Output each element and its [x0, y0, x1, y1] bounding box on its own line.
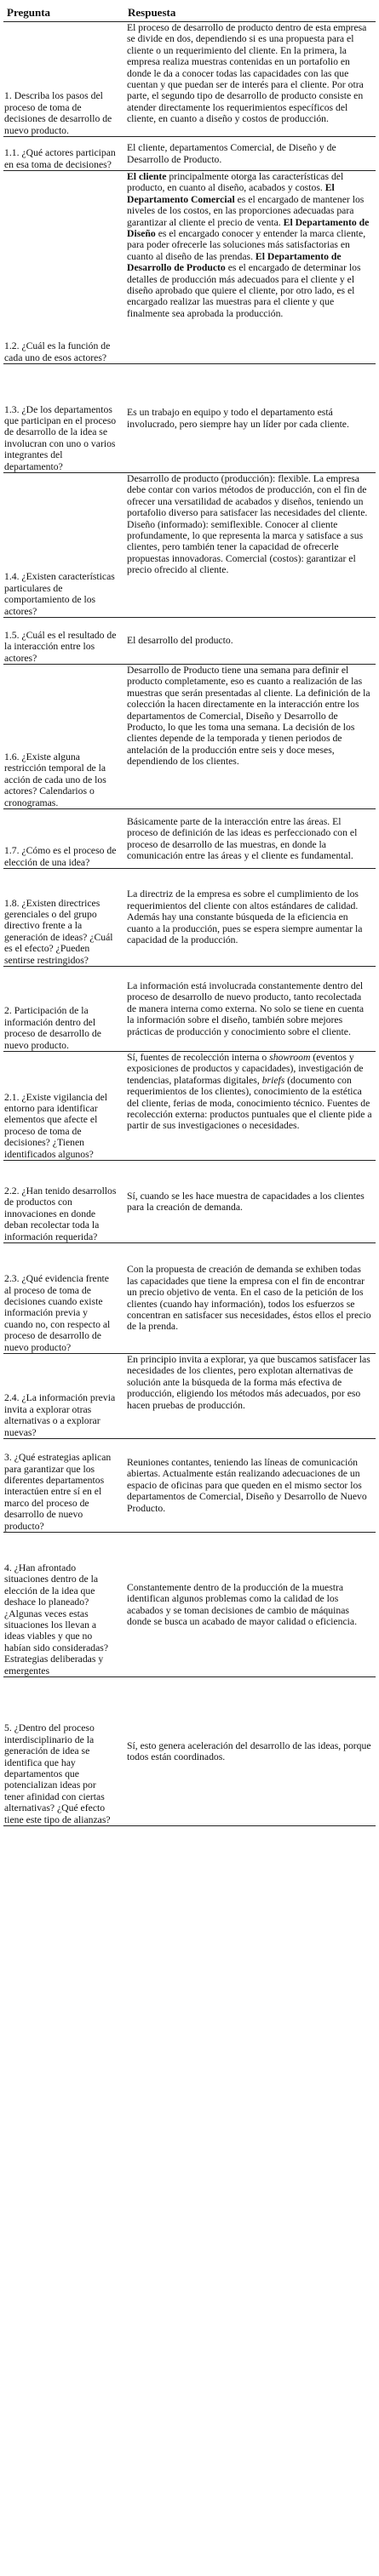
question-cell: 1.4. ¿Existen características particulares de comportamiento de los actores? [3, 473, 124, 618]
question-cell: 1.2. ¿Cuál es la función de cada uno de esos actores? [3, 171, 124, 364]
table-row [3, 137, 376, 171]
question-cell: 1. Describa los pasos del proceso de toma de decisiones de desarrollo de nuevo producto. [3, 22, 124, 137]
answer-cell: Básicamente parte de la interacción entre las áreas. El proceso de definición de las ideas es perfeccionado con el proceso de desarrollo de las muestras, en donde la comunicación entre las áreas y el cliente es fundamental. [124, 809, 376, 869]
answer-cell: Sí, esto genera aceleración del desarrollo de las ideas, porque todos están coordinados. [124, 1677, 376, 1826]
table-row [3, 1677, 376, 1826]
actor-name: El Departamento de Desarrollo de Producto [127, 250, 342, 274]
table-row [3, 618, 376, 665]
answer-cell: En principio invita a explorar, ya que buscamos satisfacer las necesidades de los clientes, pero explotan alternativas de solución ante la búsqueda de la forma más efectiva de producción, eligiendo los métodos más adecuados, por eso hacen pruebas de producción. [124, 1354, 376, 1439]
answer-cell: Desarrollo de Producto tiene una semana para definir el producto completamente, eso es cuanto a realización de las muestras que serán presentadas al cliente. La definición de la colección la hacen directamente en la interacción entre los departamentos de Comercial, Diseño y Desarrollo de Producto, lo que les toma una semana. La decisión de los clientes depende de la temporada y tienen periodos de antelación de la producción entre seis y doce meses, dependiendo de los clientes. [124, 665, 376, 809]
question-cell: 1.1. ¿Qué actores participan en esa toma de decisiones? [3, 137, 124, 171]
table-row [3, 1052, 376, 1161]
answer-text: (eventos y exposiciones de productos y capacidades), investigación de tendencias, plataformas digitales, [127, 1052, 364, 1086]
question-cell: 4. ¿Han afrontado situaciones dentro de la elección de la idea que deshace lo planeado? ¿Algunas veces estas situaciones los llevan a ideas viables y que no habían sido consideradas? Estrategias deliberadas y emergentes [3, 1533, 124, 1677]
table-row [3, 22, 376, 137]
answer-text: (documento con requerimientos de los clientes), conocimiento de la estética del cliente, ferias de moda, conocimiento técnico. Fuentes de recolección externa: productos puntuales que el cliente pide a partir de sus investigaciones o necesidades. [127, 1074, 372, 1132]
question-cell: 1.6. ¿Existe alguna restricción temporal de la acción de cada uno de los actores? Calendarios o cronogramas. [3, 665, 124, 809]
table-row [3, 171, 376, 364]
actor-description: es el encargado conocer y entender la marca cliente, para poder ofrecerle las soluciones más satisfactorias en cuanto al diseño de las prendas. [127, 228, 366, 262]
interview-table [3, 3, 376, 1826]
question-cell: 2. Participación de la información dentro del proceso de desarrollo de nuevo producto. [3, 967, 124, 1052]
table-row [3, 1354, 376, 1439]
answer-cell [124, 171, 376, 364]
table-row [3, 1439, 376, 1533]
header-answer: Respuesta [124, 3, 376, 22]
table-row [3, 1533, 376, 1677]
answer-cell: Es un trabajo en equipo y todo el departamento está involucrado, pero siempre hay un líder por cada cliente. [124, 364, 376, 473]
answer-cell: La información está involucrada constantemente dentro del proceso de desarrollo de nuevo producto, tanto recolectada de manera interna como externa. No solo se tiene en cuenta la información sobre el diseño, también sobre mejores prácticas de producción y conocimiento sobre el cliente. [124, 967, 376, 1052]
table-row [3, 665, 376, 809]
actor-description: es el encargado de mantener los niveles de los costos, en las proporciones adecuadas para garantizar al cliente el precio de venta. [127, 193, 365, 228]
answer-cell: Reuniones contantes, teniendo las líneas de comunicación abiertas. Actualmente están realizando adecuaciones de un espacio de oficinas para que queden en el mismo sector los departamentos de Comercial, Diseño y Desarrollo de Nuevo Producto. [124, 1439, 376, 1533]
question-cell: 2.3. ¿Qué evidencia frente al proceso de toma de decisiones cuando existe información previa y cuando no, con respecto al proceso de desarrollo de nuevo producto? [3, 1243, 124, 1354]
answer-cell: El proceso de desarrollo de producto dentro de esta empresa se divide en dos, dependiendo si es una propuesta para el cliente o un requerimiento del cliente. En la primera, la empresa realiza muestras contenidas en un portafolio en donde le da a conocer todas las capacidades con las que cuentan y que puedan ser de interés para el cliente. Por otra parte, el segundo tipo de desarrollo de producto consiste en atender directamente los requerimientos específicos del cliente, en cuanto a diseño y costos de producción. [124, 22, 376, 137]
table-row [3, 473, 376, 618]
answer-cell: La directriz de la empresa es sobre el cumplimiento de los requerimientos del cliente con altos estándares de calidad. Además hay una constante búsqueda de la eficiencia en cuanto a la producción, pues se espera siempre aumentar la capacidad de la producción. [124, 869, 376, 967]
actor-description: es el encargado de determinar los detalles de producción más adecuados para el cliente y el diseño aprobado que quiere el cliente, por otro lado, es el encargado realizar las muestras para el cliente y que finalmente sea aprobada la producción. [127, 262, 361, 319]
table-header-row [3, 3, 376, 22]
term-briefs: briefs [261, 1074, 285, 1086]
actor-name: El cliente [127, 171, 167, 182]
term-showroom: showroom [269, 1052, 311, 1063]
answer-cell: Sí, cuando se les hace muestra de capacidades a los clientes para la creación de demanda. [124, 1161, 376, 1243]
header-question: Pregunta [3, 3, 124, 22]
actor-name: El Departamento de Diseño [127, 216, 370, 240]
question-cell: 1.8. ¿Existen directrices gerenciales o del grupo directivo frente a la generación de ideas? ¿Cuál es el efecto? ¿Pueden sentirse restringidos? [3, 869, 124, 967]
answer-cell: Con la propuesta de creación de demanda se exhiben todas las capacidades que tiene la empresa con el fin de encontrar un precio objetivo de venta. En el caso de la petición de los clientes (cuando hay información), todos los esfuerzos se concentran en satisfacer sus necesidades, éstos ellos el precio de la prenda. [124, 1243, 376, 1354]
table-row [3, 364, 376, 473]
table-row [3, 1243, 376, 1354]
answer-text: Sí, fuentes de recolección interna o [127, 1052, 270, 1063]
actor-name: El Departamento Comercial [127, 182, 335, 205]
question-cell: 2.4. ¿La información previa invita a explorar otras alternativas o a explorar nuevas? [3, 1354, 124, 1439]
question-cell: 5. ¿Dentro del proceso interdisciplinario de la generación de idea se identifica que hay departamentos que potencializan ideas por tener afinidad con ciertas alternativas? ¿Qué efecto tiene este tipo de alianzas? [3, 1677, 124, 1826]
question-cell: 1.7. ¿Cómo es el proceso de elección de una idea? [3, 809, 124, 869]
answer-cell: Constantemente dentro de la producción de la muestra identifican algunos problemas como la calidad de los acabados y se toman decisiones de cambio de máquinas donde se busca un acabado de mayor calidad o eficiencia. [124, 1533, 376, 1677]
question-cell: 1.3. ¿De los departamentos que participan en el proceso de desarrollo de la idea se involucran con uno o varios integrantes del departamento? [3, 364, 124, 473]
answer-cell: Desarrollo de producto (producción): flexible. La empresa debe contar con varios métodos de producción, con el fin de ofrecer una versatilidad de acabados y diseños, teniendo un portafolio diverso para satisfacer las necesidades del cliente. Diseño (informado): semiflexible. Conocer al cliente profundamente, lo que representa la marca y satisface a sus clientes, pero también tener la capacidad de ofrecerle propuestas innovadoras. Comercial (costos): garantizar el precio ofrecido al cliente. [124, 473, 376, 618]
table-row [3, 1161, 376, 1243]
answer-cell: El desarrollo del producto. [124, 618, 376, 665]
question-cell: 2.1. ¿Existe vigilancia del entorno para identificar elementos que afecte el proceso de toma de decisiones? ¿Tienen identificados algunos? [3, 1052, 124, 1161]
actor-description: principalmente otorga las características del producto, en cuanto al diseño, acabados y costos. [127, 171, 344, 194]
table-row [3, 967, 376, 1052]
table-row [3, 809, 376, 869]
question-cell: 2.2. ¿Han tenido desarrollos de productos con innovaciones en donde deban recolectar toda la información requerida? [3, 1161, 124, 1243]
answer-cell: El cliente, departamentos Comercial, de Diseño y de Desarrollo de Producto. [124, 137, 376, 171]
answer-cell [124, 1052, 376, 1161]
table-row [3, 869, 376, 967]
question-cell: 3. ¿Qué estrategias aplican para garantizar que los diferentes departamentos interactúen entre sí en el marco del proceso de desarrollo de nuevo producto? [3, 1439, 124, 1533]
question-cell: 1.5. ¿Cuál es el resultado de la interacción entre los actores? [3, 618, 124, 665]
